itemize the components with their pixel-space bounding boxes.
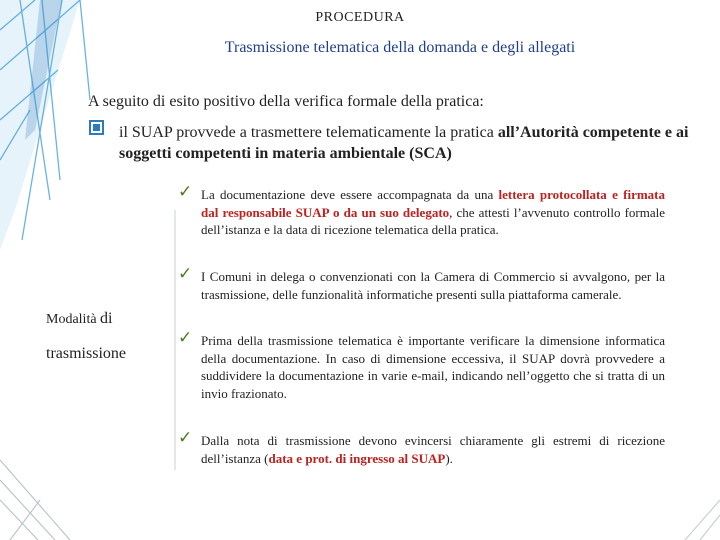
list-item-text: I Comuni in delega o convenzionati con la Camera di Commercio si avvalgono, per la trasmissione, delle funzionalità informatiche presenti sulla piattaforma camerale. xyxy=(201,269,665,302)
list-item xyxy=(178,264,665,303)
list-item-text: Prima della trasmissione telematica è importante verificare la dimensione informatica della documentazione. In caso di dimensione eccessiva, il SUAP dovrà provvedere a suddividere la documentazione in varie e-mail, indicando nell’oggetto che si tratta di un invio frazionato. xyxy=(201,333,665,401)
main-point-text: il SUAP provvede a trasmettere telematicamente la pratica xyxy=(119,124,498,141)
item-text: Dalla nota di trasmissione devono evincersi chiaramente gli estremi di ricezione dell’istanza ( xyxy=(201,433,665,466)
main-point xyxy=(119,122,699,164)
list-item-text xyxy=(178,428,665,467)
list-item xyxy=(178,328,665,402)
highlight-text: data e prot. di ingresso al SUAP xyxy=(268,450,446,466)
side-label-word2: di xyxy=(100,310,113,327)
list-item xyxy=(178,182,665,239)
page-subtitle: Trasmissione telematica della domanda e degli allegati xyxy=(224,39,576,56)
page-heading: PROCEDURA xyxy=(315,10,405,25)
check-icon: ✓ xyxy=(178,264,193,284)
check-icon: ✓ xyxy=(178,182,193,202)
check-icon: ✓ xyxy=(178,328,193,348)
item-text: , che attesti l’avvenuto controllo formale dell’istanza e la data di ricezione telematica della pratica. xyxy=(201,204,665,237)
main-point-emphasis: all’Autorità competente e ai soggetti competenti in materia ambientale (SCA) xyxy=(119,124,689,162)
square-bullet-icon xyxy=(89,120,104,135)
side-label-word1: Modalità xyxy=(46,312,97,327)
check-icon: ✓ xyxy=(178,428,193,448)
highlight-text: protocollata e firmata dal responsabile SUAP o da un suo delegato xyxy=(201,187,665,220)
side-label-word3: trasmissione xyxy=(46,345,126,362)
item-text: ). xyxy=(445,450,453,466)
highlight-text: lettera xyxy=(498,187,535,202)
intro-text: A seguito di esito positivo della verifica formale della pratica: xyxy=(88,93,484,110)
list-item xyxy=(178,428,665,467)
item-text: La documentazione deve essere accompagnata da una xyxy=(201,187,499,202)
list-item-text xyxy=(178,182,665,239)
side-label xyxy=(46,302,126,372)
